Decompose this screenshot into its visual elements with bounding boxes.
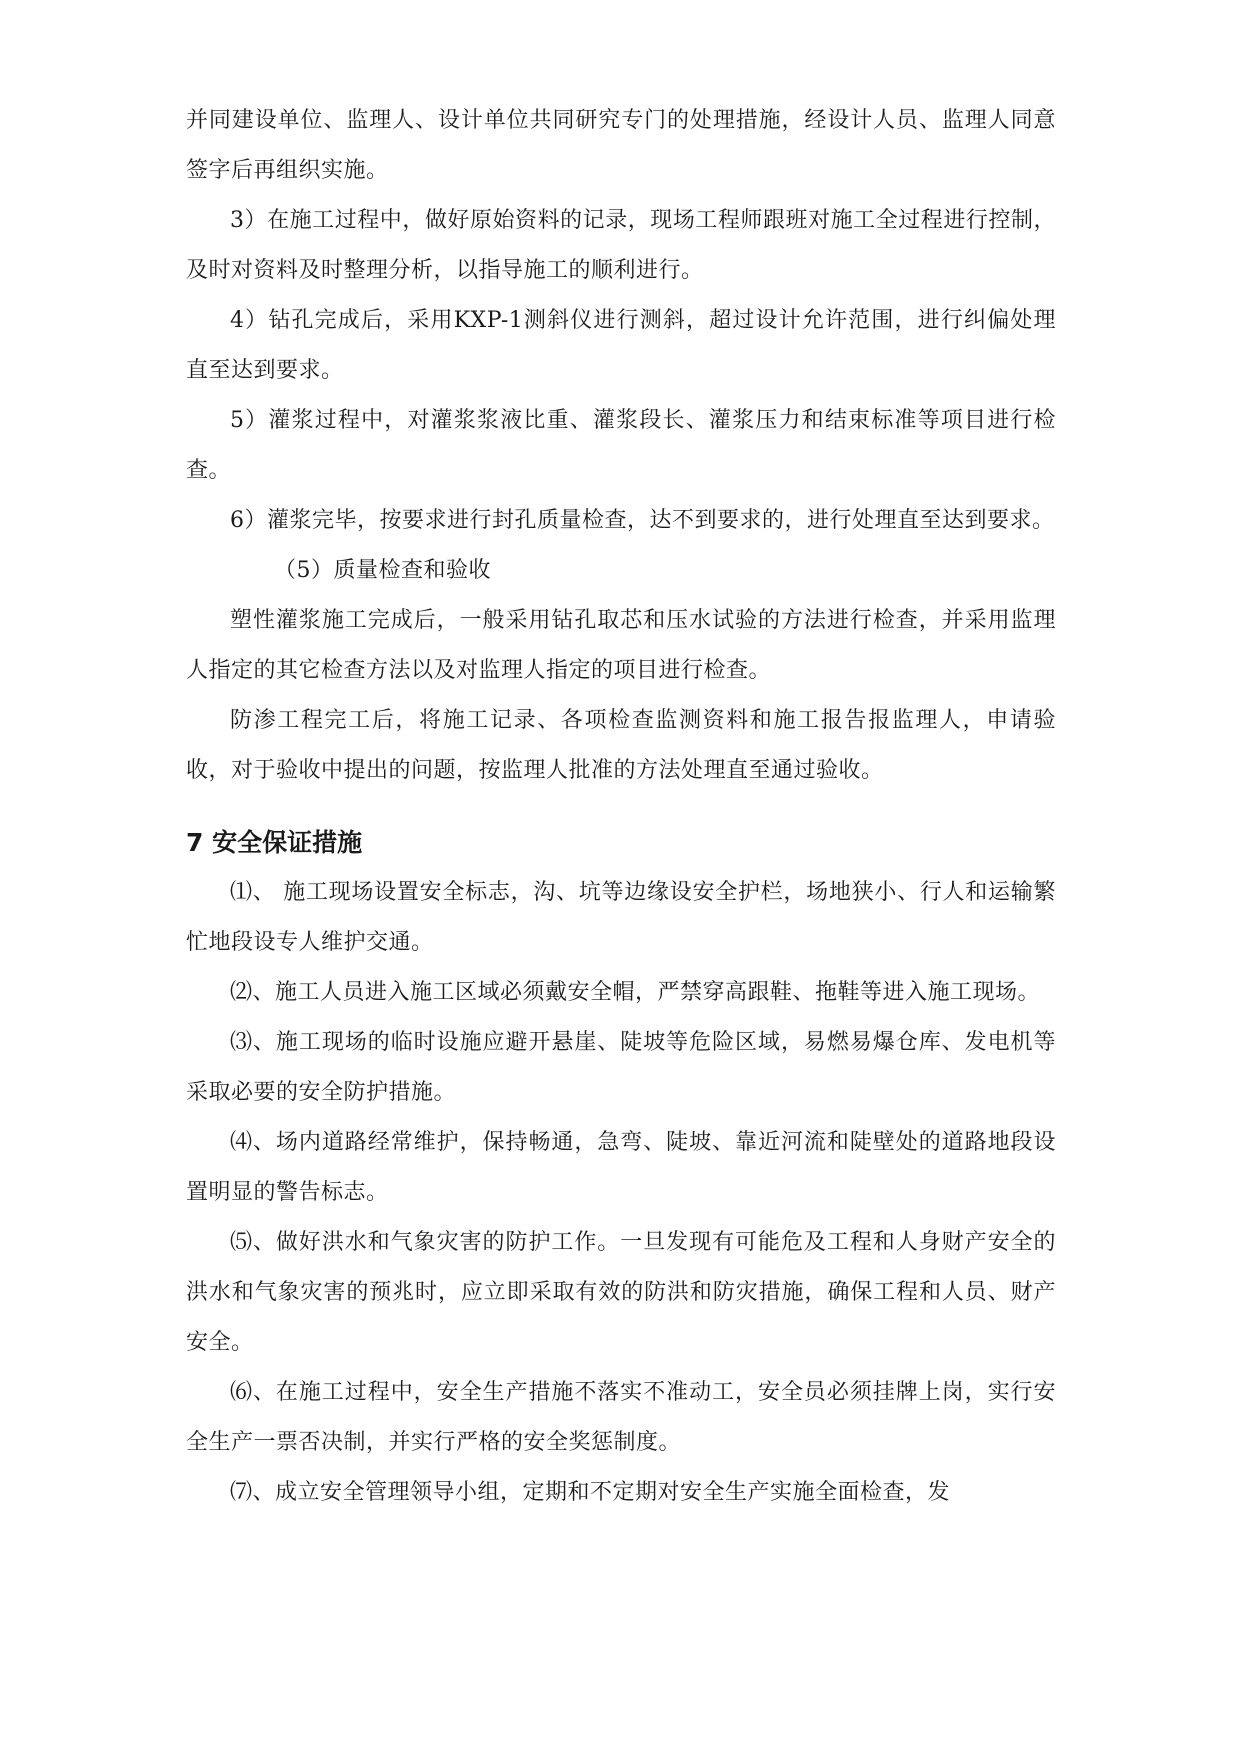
paragraph-item-4: 4）钻孔完成后，采用KXP-1测斜仪进行测斜，超过设计允许范围，进行纠偏处理直至达到要求。 [186,308,1056,383]
safety-item-3: ⑶、施工现场的临时设施应避开悬崖、陡坡等危险区域，易燃易爆仓库、发电机等采取必要的安全防护措施。 [186,1030,1056,1105]
safety-item-5: ⑸、做好洪水和气象灾害的防护工作。一旦发现有可能危及工程和人身财产安全的洪水和气象灾害的预兆时，应立即采取有效的防洪和防灾措施，确保工程和人员、财产安全。 [186,1230,1056,1355]
document-page [186,96,1056,1518]
safety-item-7: ⑺、成立安全管理领导小组，定期和不定期对安全生产实施全面检查，发 [230,1480,951,1505]
paragraph-inspection-method: 塑性灌浆施工完成后，一般采用钻孔取芯和压水试验的方法进行检查，并采用监理人指定的其它检查方法以及对监理人指定的项目进行检查。 [186,608,1056,683]
safety-item-1: ⑴、 施工现场设置安全标志，沟、坑等边缘设安全护栏，场地狭小、行人和运输繁忙地段设专人维护交通。 [186,880,1056,955]
safety-item-2: ⑵、施工人员进入施工区域必须戴安全帽，严禁穿高跟鞋、拖鞋等进入施工现场。 [230,980,1041,1005]
subheading-quality-inspection: （5）质量检查和验收 [274,558,491,583]
paragraph-continuation: 并同建设单位、监理人、设计单位共同研究专门的处理措施，经设计人员、监理人同意签字后再组织实施。 [186,108,1056,183]
safety-item-6: ⑹、在施工过程中，安全生产措施不落实不准动工，安全员必须挂牌上岗，实行安全生产一票否决制，并实行严格的安全奖惩制度。 [186,1380,1056,1455]
paragraph-acceptance: 防渗工程完工后，将施工记录、各项检查监测资料和施工报告报监理人，申请验收，对于验收中提出的问题，按监理人批准的方法处理直至通过验收。 [186,708,1056,783]
safety-item-4: ⑷、场内道路经常维护，保持畅通，急弯、陡坡、靠近河流和陡壁处的道路地段设置明显的警告标志。 [186,1130,1056,1205]
section-heading-safety: 7 安全保证措施 [186,828,363,857]
paragraph-item-3: 3）在施工过程中，做好原始资料的记录，现场工程师跟班对施工全过程进行控制，及时对资料及时整理分析，以指导施工的顺利进行。 [186,208,1056,283]
paragraph-item-5: 5）灌浆过程中，对灌浆浆液比重、灌浆段长、灌浆压力和结束标准等项目进行检查。 [186,408,1056,483]
paragraph-item-6: 6）灌浆完毕，按要求进行封孔质量检查，达不到要求的，进行处理直至达到要求。 [230,508,1055,533]
